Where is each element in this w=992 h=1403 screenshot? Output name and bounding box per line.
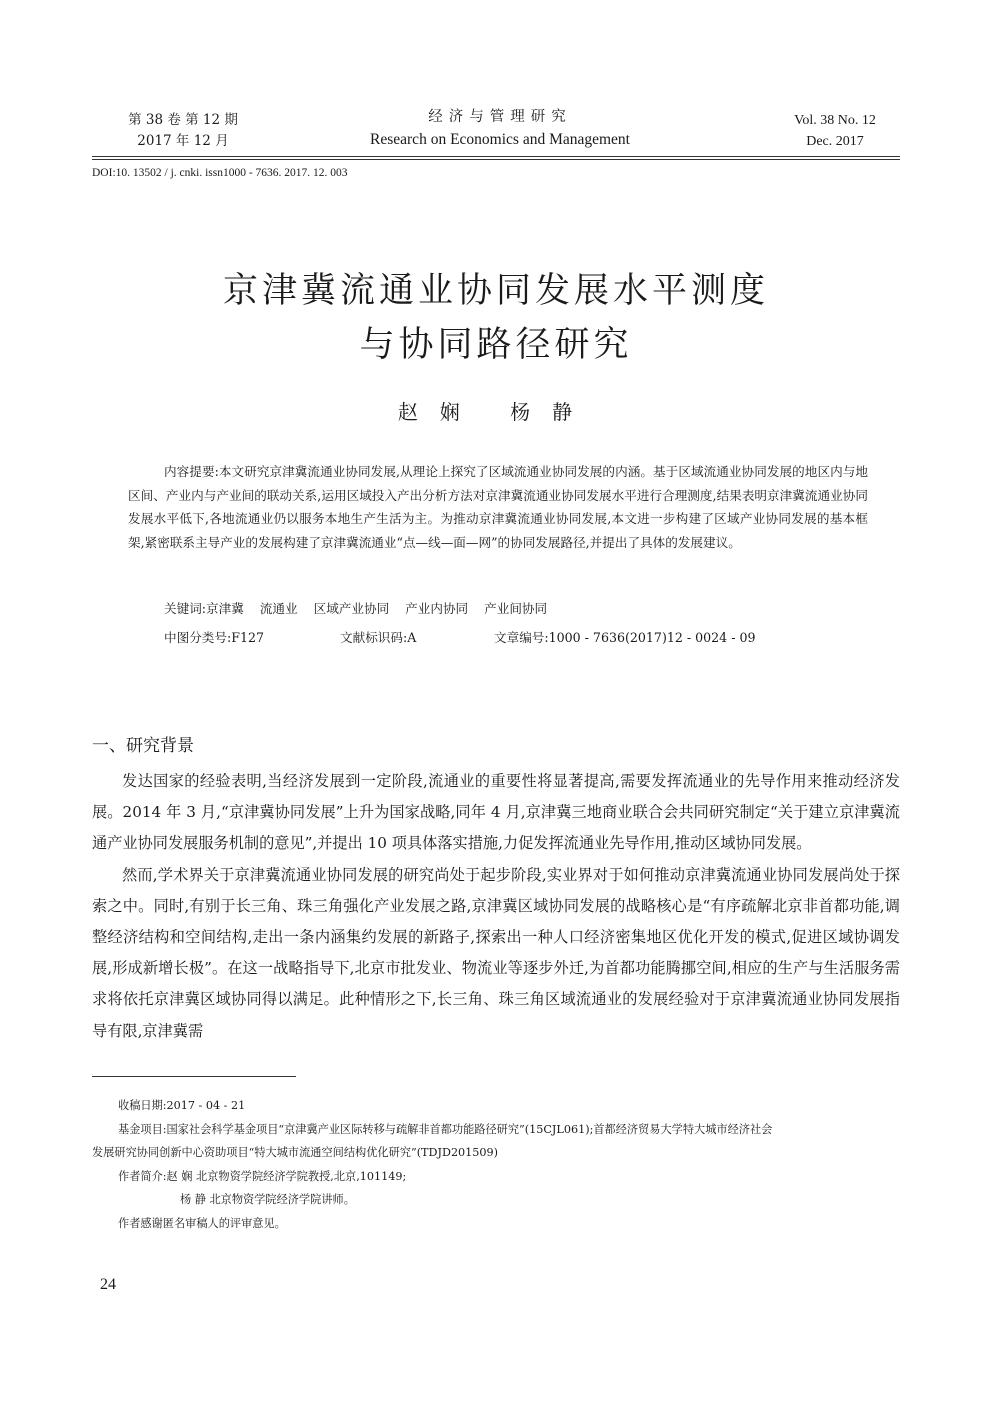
- header-rule-bottom: [92, 159, 900, 160]
- volume-issue-cn: [118, 110, 248, 152]
- page-number: 24: [100, 1276, 116, 1293]
- volume-en: Vol. 38 No. 12: [794, 113, 876, 128]
- fund-line-1: 基金项目:国家社会科学基金项目“京津冀产业区际转移与疏解非首都功能路径研究”(15CJL061);首都经济贸易大学特大城市经济社会: [118, 1122, 773, 1136]
- keyword: 产业内协同: [405, 601, 469, 616]
- body-paragraph: 发达国家的经验表明,当经济发展到一定阶段,流通业的重要性将显著提高,需要发挥流通业的先导作用来推动经济发展。2014 年 3 月,“京津冀协同发展”上升为国家战略,同年 4 月,京津冀三地商业联合会共同研究制定“关于建立京津冀流通产业协同发展服务机制的意见”,并提出 10 项具体落实措施,力促发挥流通业先导作用,推动区域协同发展。: [92, 772, 900, 853]
- date-en: Dec. 2017: [806, 134, 864, 149]
- volume-cn: 第 38 卷 第 12 期: [128, 112, 238, 128]
- received-date: 收稿日期:2017 - 04 - 21: [118, 1099, 246, 1112]
- keywords-label: 关键词:: [164, 601, 207, 616]
- body-paragraph: 然而,学术界关于京津冀流通业协同发展的研究尚处于起步阶段,实业界对于如何推动京津冀流通业协同发展尚处于探索之中。同时,有别于长三角、珠三角强化产业发展之路,京津冀区域协同发展的战略核心是“有序疏解北京非首都功能,调整经济结构和空间结构,走出一条内涵集约发展的新路子,探索出一种人口经济密集地区优化开发的模式,促进区域协调发展,形成新增长极”。在这一战略指导下,北京市批发业、物流业等逐步外迁,为首都功能腾挪空间,相应的生产与生活服务需求将依托京津冀区域协同得以满足。此种情形之下,长三角、珠三角区域流通业的发展经验对于京津冀流通业协同发展指导有限,京津冀需: [92, 865, 900, 1040]
- volume-issue-en: [770, 110, 900, 152]
- date-cn: 2017 年 12 月: [137, 133, 229, 149]
- section-heading: 一、研究背景: [92, 736, 194, 756]
- keywords: [164, 598, 563, 617]
- abstract: [128, 460, 868, 554]
- header-rule-top: [92, 156, 900, 157]
- journal-name: [330, 106, 670, 152]
- keyword: 京津冀: [206, 601, 244, 616]
- fund-line-2: 发展研究协同创新中心资助项目“特大城市流通空间结构优化研究”(TDJD201509): [92, 1146, 499, 1159]
- footnotes: [92, 1094, 900, 1235]
- doi: DOI:10. 13502 / j. cnki. issn1000 - 7636. 2017. 12. 003: [92, 167, 348, 179]
- keyword: 流通业: [259, 601, 298, 616]
- acknowledgement: 作者感谢匿名审稿人的评审意见。: [118, 1216, 286, 1230]
- title-line-1: 京津冀流通业协同发展水平测度: [222, 271, 769, 311]
- document-code: 文献标识码:A: [340, 630, 417, 645]
- article-title: [92, 264, 900, 372]
- clc-number: 中图分类号:F127: [164, 630, 264, 645]
- footnote-rule: [92, 1076, 296, 1077]
- author-bio-2: 杨 静 北京物资学院经济学院讲师。: [180, 1193, 355, 1206]
- keyword: 产业间协同: [484, 601, 548, 616]
- abstract-text: 内容提要:本文研究京津冀流通业协同发展,从理论上探究了区域流通业协同发展的内涵。基于区域流通业协同发展的地区内与地区间、产业内与产业间的联动关系,运用区域投入产出分析方法对京津冀流通业协同发展水平进行合理测度,结果表明京津冀流通业协同发展水平低下,各地流通业仍以服务本地生产生活为主。为推动京津冀流通业协同发展,本文进一步构建了区域产业协同发展的基本框架,紧密联系主导产业的发展构建了京津冀流通业“点—线—面—网”的协同发展路径,并提出了具体的发展建议。: [128, 464, 868, 550]
- title-line-2: 与协同路径研究: [359, 325, 633, 365]
- authors: 赵娴 杨静: [397, 400, 595, 424]
- journal-name-cn: 经济与管理研究: [428, 109, 572, 125]
- keyword: 区域产业协同: [313, 601, 390, 616]
- journal-name-en: Research on Economics and Management: [370, 131, 630, 148]
- article-number: 文章编号:1000 - 7636(2017)12 - 0024 - 09: [494, 630, 756, 645]
- author-bio-1: 作者简介:赵 娴 北京物资学院经济学院教授,北京,101149;: [118, 1169, 407, 1183]
- body-text: [92, 766, 900, 1047]
